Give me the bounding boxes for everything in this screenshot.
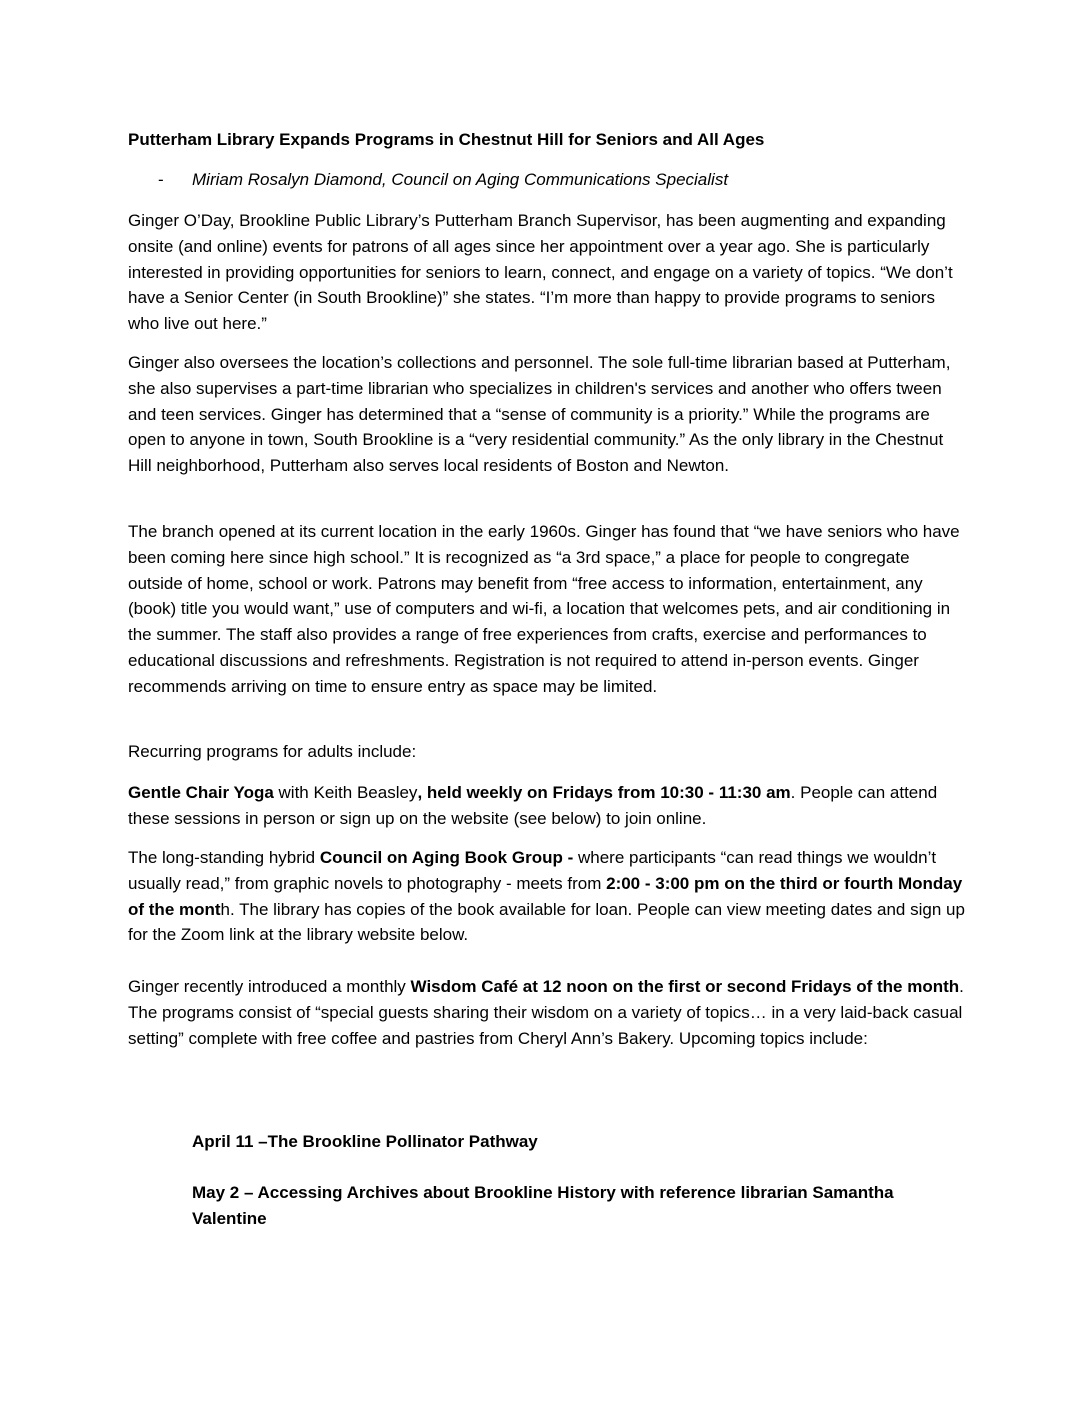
cafe-name: Wisdom Café at 12 noon on the first or second Fridays of the month	[410, 977, 960, 996]
yoga-schedule: , held weekly on Fridays from 10:30 - 11:30 am	[417, 783, 791, 802]
paragraph-yoga	[128, 780, 968, 832]
topic-item: April 11 –The Brookline Pollinator Pathway	[192, 1132, 538, 1151]
byline-author: Miriam Rosalyn Diamond, Council on Aging Communications Specialist	[192, 170, 729, 189]
yoga-instructor: with Keith Beasley	[273, 783, 418, 802]
book-details: h. The library has copies of the book available for loan. People can view meeting dates and sign up for the Zoom link at the library website below.	[128, 899, 965, 945]
topic-item: May 2 – Accessing Archives about Brookline History with reference librarian Samantha Valentine	[192, 1183, 894, 1228]
byline	[158, 168, 728, 192]
yoga-name: Gentle Chair Yoga	[128, 783, 274, 802]
cafe-intro: Ginger recently introduced a monthly	[128, 977, 411, 996]
book-description: where participants “can read things we wouldn’t usually read,” from graphic novels to photography - meets from	[128, 848, 937, 893]
byline-dash: -	[158, 170, 164, 189]
paragraph-book-group	[128, 845, 968, 948]
paragraph-recurring: Recurring programs for adults include:	[128, 742, 417, 761]
book-intro: The long-standing hybrid	[128, 848, 320, 867]
book-schedule: 2:00 - 3:00 pm on the third or fourth Monday of the mont	[128, 873, 963, 919]
paragraph-wisdom-cafe	[128, 974, 968, 1051]
paragraph-intro: Ginger O’Day, Brookline Public Library’s Putterham Branch Supervisor, has been augmenting and expanding onsite (and online) events for patrons of all ages since her appointment over a year ago. She is particularly interested in providing opportunities for seniors to learn, connect, and engage on a variety of topics. “We don’t have a Senior Center (in South Brookline)” she states. “I’m more than happy to provide programs to seniors who live out here.”	[128, 211, 953, 334]
article-title: Putterham Library Expands Programs in Chestnut Hill for Seniors and All Ages	[128, 130, 765, 149]
paragraph-history: The branch opened at its current location in the early 1960s. Ginger has found that “we have seniors who have been coming here since high school.” It is recognized as “a 3rd space,” a place for people to congregate outside of home, school or work. Patrons may benefit from “free access to information, entertainment, any (book) title you would want,” use of computers and wi-fi, a location that welcomes pets, and air conditioning in the summer. The staff also provides a range of free experiences from crafts, exercise and performances to educational discussions and refreshments. Registration is not required to attend in-person events. Ginger recommends arriving on time to ensure entry as space may be limited.	[128, 522, 960, 696]
yoga-details: . People can attend these sessions in person or sign up on the website (see below) to join online.	[128, 783, 938, 828]
book-group-name: Council on Aging Book Group -	[319, 848, 578, 867]
cafe-details: . The programs consist of “special guests sharing their wisdom on a variety of topics… in a very laid-back casual setting” complete with free coffee and pastries from Cheryl Ann’s Bakery. Upcoming topics include:	[128, 977, 964, 1048]
paragraph-community: Ginger also oversees the location’s collections and personnel. The sole full-time librarian based at Putterham, she also supervises a part-time librarian who specializes in children's services and another who offers tween and teen services. Ginger has determined that a “sense of community is a priority.” While the programs are open to anyone in town, South Brookline is a “very residential community.” As the only library in the Chestnut Hill neighborhood, Putterham also serves local residents of Boston and Newton.	[128, 353, 951, 476]
